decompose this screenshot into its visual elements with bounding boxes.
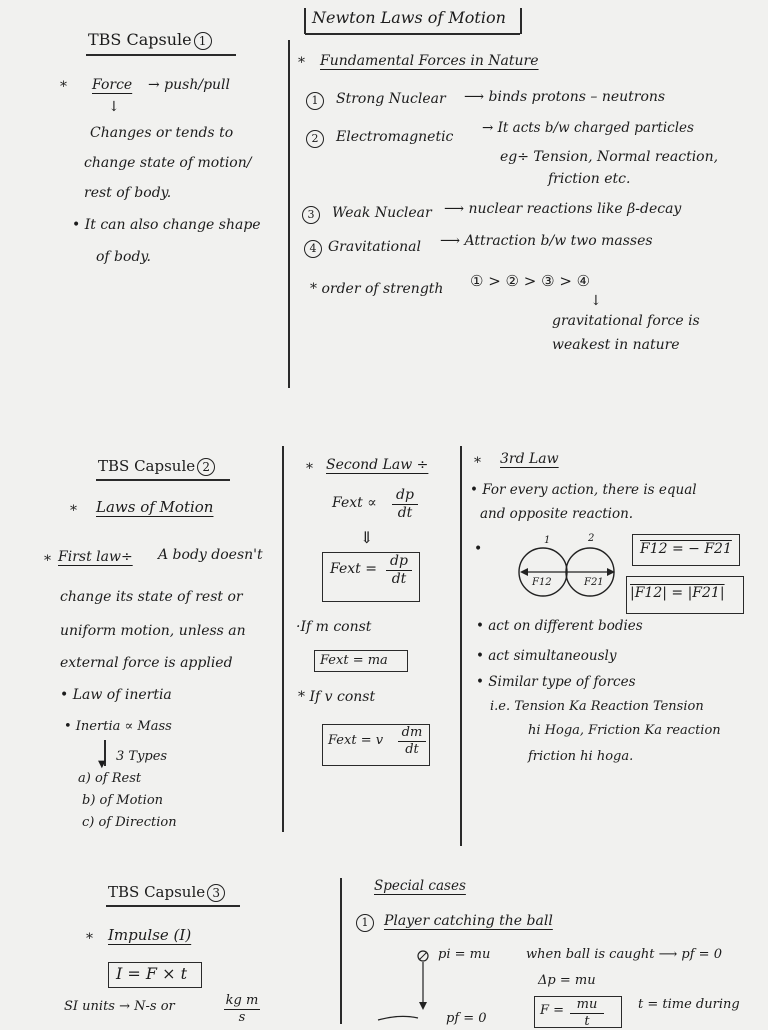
asterisk: * bbox=[60, 79, 67, 95]
capsule-3-heading: TBS Capsule 3 bbox=[108, 884, 225, 902]
weakest-line-1: gravitational force is bbox=[552, 313, 700, 329]
initial-momentum: pi = mu bbox=[438, 947, 491, 962]
si-units-label: SI units → N-s or bbox=[64, 999, 175, 1014]
capsule-1-heading: TBS Capsule 1 bbox=[88, 32, 212, 50]
type-motion: b) of Motion bbox=[82, 793, 164, 808]
final-momentum: pf = 0 bbox=[446, 1011, 487, 1026]
force-3-name: Weak Nuclear bbox=[332, 205, 432, 221]
type-direction: c) of Direction bbox=[82, 815, 177, 830]
capsule-number-badge: 1 bbox=[194, 32, 212, 50]
first-law-line-1: A body doesn't bbox=[158, 547, 263, 563]
if-v-const: * If v const bbox=[298, 689, 376, 705]
force-1-desc: ⟶ binds protons – neutrons bbox=[464, 89, 666, 105]
capsule-number-badge: 3 bbox=[207, 884, 225, 902]
force-3-desc: ⟶ nuclear reactions like β-decay bbox=[444, 201, 682, 217]
fundamental-forces-heading: Fundamental Forces in Nature bbox=[320, 53, 539, 69]
force-lhs: F = bbox=[540, 1003, 565, 1018]
third-law-line-2: and opposite reaction. bbox=[480, 506, 634, 522]
asterisk: * bbox=[44, 553, 51, 569]
box-lhs: Fext = bbox=[330, 561, 377, 577]
first-law-label: First law÷ bbox=[58, 549, 133, 565]
first-law-line-3: uniform motion, unless an bbox=[60, 623, 246, 639]
changes-line-3: rest of body. bbox=[84, 185, 172, 201]
shape-line-1: • It can also change shape bbox=[72, 217, 261, 233]
f21-label: F21 bbox=[584, 577, 604, 588]
types-arrow: ▼ bbox=[98, 759, 106, 770]
order-label: * order of strength bbox=[310, 281, 444, 297]
case-1-number: 1 bbox=[356, 914, 374, 932]
changes-line-2: change state of motion/ bbox=[84, 155, 252, 171]
si-units-fraction: kg m s bbox=[225, 993, 259, 1026]
force-4-number: 4 bbox=[304, 240, 322, 258]
fext-ma: Fext = ma bbox=[320, 653, 388, 668]
first-law-line-2: change its state of rest or bbox=[60, 589, 243, 605]
ball-1-label: 1 bbox=[544, 535, 551, 546]
eg-line-1: eg÷ Tension, Normal reaction, bbox=[500, 149, 719, 165]
weakest-line-2: weakest in nature bbox=[552, 337, 680, 353]
ie-line-2: hi Hoga, Friction Ka reaction bbox=[528, 723, 721, 738]
capsule-2-heading: TBS Capsule 2 bbox=[98, 458, 215, 476]
order-arrow: ↓ bbox=[590, 293, 602, 309]
types-label: 3 Types bbox=[116, 749, 168, 764]
impulse-heading: Impulse (I) bbox=[108, 926, 192, 944]
ball-2-label: 2 bbox=[588, 533, 595, 544]
asterisk: * bbox=[474, 455, 481, 471]
if-m-const: ·If m const bbox=[296, 619, 372, 635]
force-4-desc: ⟶ Attraction b/w two masses bbox=[440, 233, 653, 249]
dm-dt-fraction: dm dt bbox=[398, 726, 426, 758]
asterisk: * bbox=[86, 931, 93, 947]
capsule-number-badge: 2 bbox=[197, 458, 215, 476]
changes-line-1: Changes or tends to bbox=[90, 125, 234, 141]
asterisk: * bbox=[70, 503, 77, 519]
force-label: Force bbox=[92, 77, 133, 93]
force-definition: → push/pull bbox=[148, 77, 231, 93]
special-cases-heading: Special cases bbox=[374, 878, 466, 894]
f12-label: F12 bbox=[532, 577, 552, 588]
equation-1: F12 = − F21 bbox=[640, 541, 732, 557]
asterisk: * bbox=[306, 461, 313, 477]
eg-line-2: friction etc. bbox=[548, 171, 631, 187]
third-law-line-1: • For every action, there is equal bbox=[470, 482, 697, 498]
force-1-name: Strong Nuclear bbox=[336, 91, 446, 107]
ie-line-1: i.e. Tension Ka Reaction Tension bbox=[490, 699, 704, 714]
implies-arrow: ⇓ bbox=[360, 528, 374, 547]
third-law-heading: 3rd Law bbox=[500, 451, 559, 467]
point-similar-type: • Similar type of forces bbox=[476, 674, 636, 690]
dp-dt-fraction: dp dt bbox=[392, 488, 418, 522]
force-4-name: Gravitational bbox=[328, 239, 421, 255]
delta-p: Δp = mu bbox=[538, 973, 596, 988]
fext-v: Fext = v bbox=[328, 733, 384, 748]
point-different-bodies: • act on different bodies bbox=[476, 618, 643, 634]
point-simultaneously: • act simultaneously bbox=[476, 648, 617, 664]
inertia-mass: • Inertia ∝ Mass bbox=[64, 719, 172, 734]
mu-fraction: mu t bbox=[570, 998, 604, 1030]
type-rest: a) of Rest bbox=[78, 771, 142, 786]
page-title: Newton Laws of Motion bbox=[312, 8, 506, 27]
down-arrow: ↓ bbox=[108, 99, 120, 115]
second-law-heading: Second Law ÷ bbox=[326, 457, 429, 473]
order-value: ① > ② > ③ > ④ bbox=[470, 272, 591, 290]
force-1-number: 1 bbox=[306, 92, 324, 110]
shape-line-2: of body. bbox=[96, 249, 151, 265]
proportional-lhs: Fext ∝ bbox=[332, 495, 377, 511]
equation-2: |F12| = |F21| bbox=[630, 585, 725, 601]
impulse-formula: I = F × t bbox=[116, 964, 188, 983]
laws-of-motion-title: Laws of Motion bbox=[96, 498, 214, 516]
t-definition: t = time during bbox=[638, 997, 740, 1012]
force-2-name: Electromagnetic bbox=[336, 129, 454, 145]
law-of-inertia: • Law of inertia bbox=[60, 687, 172, 703]
first-law-line-4: external force is applied bbox=[60, 655, 233, 671]
box-dp-dt: dp dt bbox=[386, 554, 412, 588]
caught-condition: when ball is caught ⟶ pf = 0 bbox=[526, 947, 722, 962]
diagram-bullet: • bbox=[474, 541, 483, 557]
force-2-desc: → It acts b/w charged particles bbox=[482, 120, 694, 136]
force-2-number: 2 bbox=[306, 130, 324, 148]
force-3-number: 3 bbox=[302, 206, 320, 224]
case-1-title: Player catching the ball bbox=[384, 913, 553, 929]
ie-line-3: friction hi hoga. bbox=[528, 749, 634, 764]
asterisk: * bbox=[298, 55, 305, 71]
